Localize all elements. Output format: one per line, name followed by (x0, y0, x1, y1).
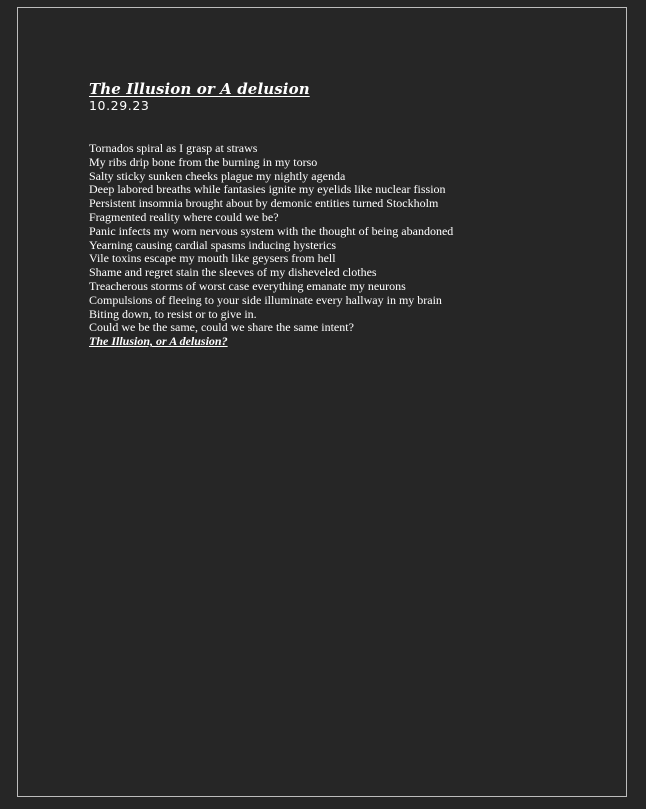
poem-line: Salty sticky sunken cheeks plague my nightly agenda (89, 168, 346, 183)
poem-line: Biting down, to resist or to give in. (89, 306, 257, 321)
poem-line: Treacherous storms of worst case everything emanate my neurons (89, 278, 406, 293)
poem-line: Panic infects my worn nervous system with the thought of being abandoned (89, 223, 454, 238)
poem-line: Vile toxins escape my mouth like geysers from hell (89, 251, 336, 266)
poem-line: Tornados spiral as I grasp at straws (89, 141, 258, 155)
poem-line: My ribs drip bone from the burning in my torso (89, 154, 318, 169)
poem-line: Fragmented reality where could we be? (89, 209, 279, 224)
poem-line: Persistent insomnia brought about by demonic entities turned Stockholm (89, 196, 439, 211)
poem-line: Compulsions of fleeing to your side illuminate every hallway in my brain (89, 292, 442, 307)
document-title: The Illusion or A delusion (89, 80, 310, 98)
poem-line: Deep labored breaths while fantasies ignite my eyelids like nuclear fission (89, 182, 446, 197)
document-date: 10.29.23 (89, 98, 150, 113)
document-page (17, 7, 627, 797)
poem-line: Could we be the same, could we share the same intent? (89, 320, 354, 335)
poem-closing-line: The Illusion, or A delusion? (89, 334, 228, 349)
poem-line: Shame and regret stain the sleeves of my disheveled clothes (89, 265, 377, 280)
poem-body (89, 142, 609, 349)
document-content (89, 80, 609, 349)
poem-line: Yearning causing cardial spasms inducing hysterics (89, 237, 337, 252)
